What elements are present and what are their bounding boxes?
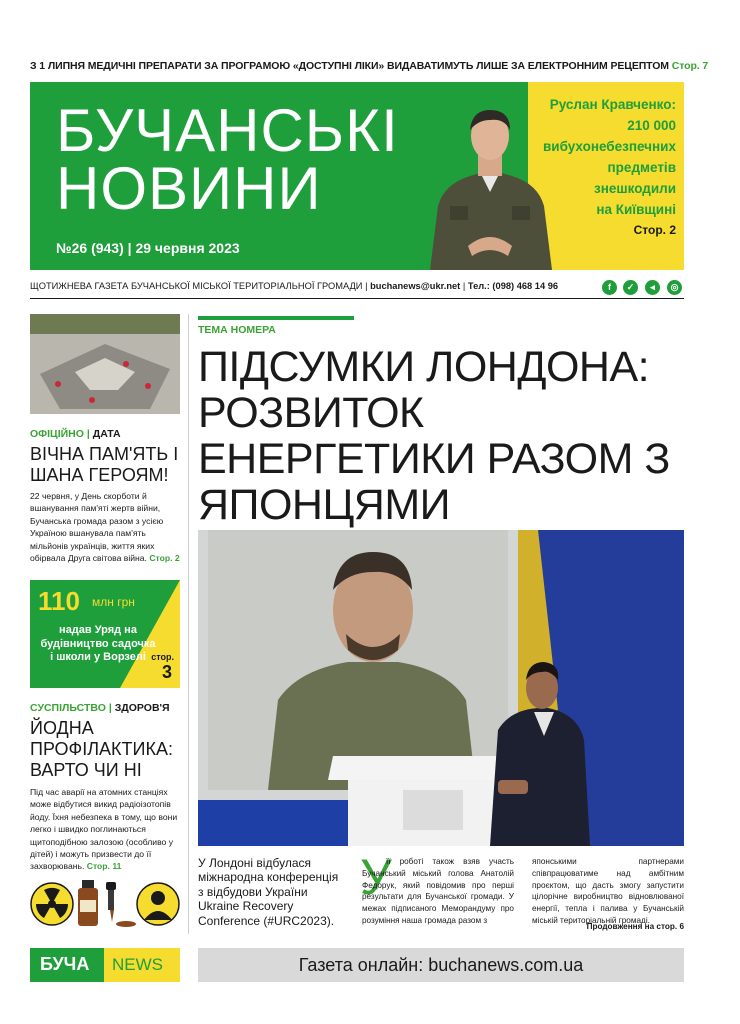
main-rubric: ТЕМА НОМЕРА <box>198 324 276 336</box>
teaser-page: Стор. 2 <box>633 223 676 237</box>
instagram-icon[interactable]: ◎ <box>667 280 682 295</box>
memorial-photo <box>30 314 180 414</box>
memorial-flame-icon <box>30 314 180 414</box>
teaser-line: Руслан Кравченко: <box>549 97 676 112</box>
rubric-society: СУСПІЛЬСТВО | ЗДОРОВ'Я <box>30 702 170 714</box>
article-text-memory <box>30 490 182 564</box>
person-silhouette-icon <box>137 883 179 925</box>
dropper-icon <box>106 882 136 927</box>
top-teaser-text: З 1 ЛИПНЯ МЕДИЧНІ ПРЕПАРАТИ ЗА ПРОГРАМОЮ «ДОСТУПНІ ЛІКИ» ВИДАВАТИМУТЬ ЛИШЕ ЗА ЕЛЕКТРОННИМ РЕЦЕПТОМ <box>30 60 669 72</box>
teaser-line: на Київщині <box>596 202 676 217</box>
bucha-news-logo[interactable] <box>30 948 180 982</box>
title-line-1: БУЧАНСЬКІ <box>56 97 399 164</box>
subline-description: ЩОТИЖНЕВА ГАЗЕТА БУЧАНСЬКОЇ МІСЬКОЇ ТЕРИТОРІАЛЬНОЇ ГРОМАДИ <box>30 281 363 291</box>
article-text-iodine <box>30 786 182 873</box>
rubric-label: ДАТА <box>92 428 121 440</box>
facebook-icon[interactable]: f <box>602 280 617 295</box>
viber-icon[interactable]: ✓ <box>623 280 638 295</box>
telegram-icon[interactable]: ◂ <box>645 280 660 295</box>
conference-photo <box>198 530 684 846</box>
article-page-link[interactable]: Стор. 11 <box>86 861 122 872</box>
article-continue-link[interactable]: Продовження на стор. 6 <box>586 922 684 931</box>
rubric-label: ОФІЦІЙНО <box>30 428 84 440</box>
rubric-official: ОФІЦІЙНО | ДАТА <box>30 428 121 440</box>
article-dropcap: У <box>360 849 392 905</box>
main-headline[interactable]: ПІДСУМКИ ЛОНДОНА: РОЗВИТОК ЕНЕРГЕТИКИ РАЗОМ З ЯПОНЦЯМИ <box>198 343 670 529</box>
teaser-line: знешкодили <box>593 181 676 196</box>
article-lead: У Лондоні відбулася міжнародна конференція з відбудови України Ukraine Recovery Conference (#URC2023). <box>198 856 339 928</box>
radiation-icon <box>31 883 73 925</box>
divider <box>30 298 684 299</box>
article-headline-iodine[interactable]: ЙОДНА ПРОФІЛАКТИКА: ВАРТО ЧИ НІ <box>30 718 173 780</box>
article-page-link[interactable]: Стор. 2 <box>149 553 180 564</box>
top-teaser <box>30 60 710 72</box>
article-body: 22 червня, у День скорботи й вшанування пам'яті жертв війни, Бучанська громада разом з усією Україною вшанувала пам'ять мільйонів українців, життя яких обірвала Друга світова війна. <box>30 491 164 564</box>
rubric-label: СУСПІЛЬСТВО <box>30 702 106 714</box>
funding-box[interactable] <box>30 580 180 688</box>
teaser-line: предметів <box>607 160 676 175</box>
column-divider <box>188 314 189 934</box>
online-banner[interactable]: Газета онлайн: buchanews.com.ua <box>198 948 684 982</box>
article-column-3: японськими партнерами співпрацюватиме над амбітним проєктом, що дасть змогу запустити цілорічне виробництво відновлюваної енергії, тепла і палива у Бучанській міській територіальній громаді. <box>532 857 684 925</box>
teaser-line: вибухонебезпечних <box>542 139 676 154</box>
teaser-line: 210 000 <box>627 118 676 133</box>
funding-page-number: 3 <box>161 662 172 682</box>
logo-text-news: NEWS <box>112 955 163 974</box>
medicine-bottle-icon <box>78 880 98 926</box>
iodine-icons <box>30 878 180 930</box>
funding-text: надав Уряд на будівництво садочка і школи у Ворзелі <box>40 624 156 663</box>
funding-page-label: стор. <box>151 652 174 662</box>
masthead-teaser[interactable] <box>526 94 676 241</box>
article-body: Під час аварії на атомних станціях може відбутися викид радіоізотопів йоду. Їхня небезпека в тому, що вони легко і швидко поглинаються щитоподібною залозою (особливо у дітей) і можуть призвести до її захворювань. <box>30 787 178 872</box>
article-headline-memory[interactable]: ВІЧНА ПАМ'ЯТЬ І ШАНА ГЕРОЯМ! <box>30 444 179 485</box>
issue-info: №26 (943) | 29 червня 2023 <box>56 240 240 256</box>
main-rubric-bar <box>198 316 354 320</box>
top-teaser-page[interactable]: Стор. 7 <box>671 60 709 72</box>
funding-unit: млн грн <box>92 595 135 609</box>
article-column-2: її роботі також взяв участь Бучанський міський голова Анатолій Федорук, який повідомив про перші результати для Бучанської громади. У межах підписаного Меморандуму про розуміння наша громада разом з <box>362 857 514 925</box>
newspaper-title <box>56 97 399 222</box>
logo-text-bucha: БУЧА <box>40 954 90 974</box>
masthead <box>30 82 684 270</box>
title-line-2: НОВИНИ <box>56 155 322 222</box>
rubric-label: ЗДОРОВ'Я <box>114 702 170 714</box>
contact-email[interactable]: buchanews@ukr.net <box>370 281 461 291</box>
funding-amount: 110 <box>38 586 80 616</box>
subline: ЩОТИЖНЕВА ГАЗЕТА БУЧАНСЬКОЇ МІСЬКОЇ ТЕРИТОРІАЛЬНОЇ ГРОМАДИ | buchanews@ukr.net | Тел.: (098) 468 14 96 <box>30 281 559 291</box>
contact-phone: Тел.: (098) 468 14 96 <box>467 281 559 291</box>
